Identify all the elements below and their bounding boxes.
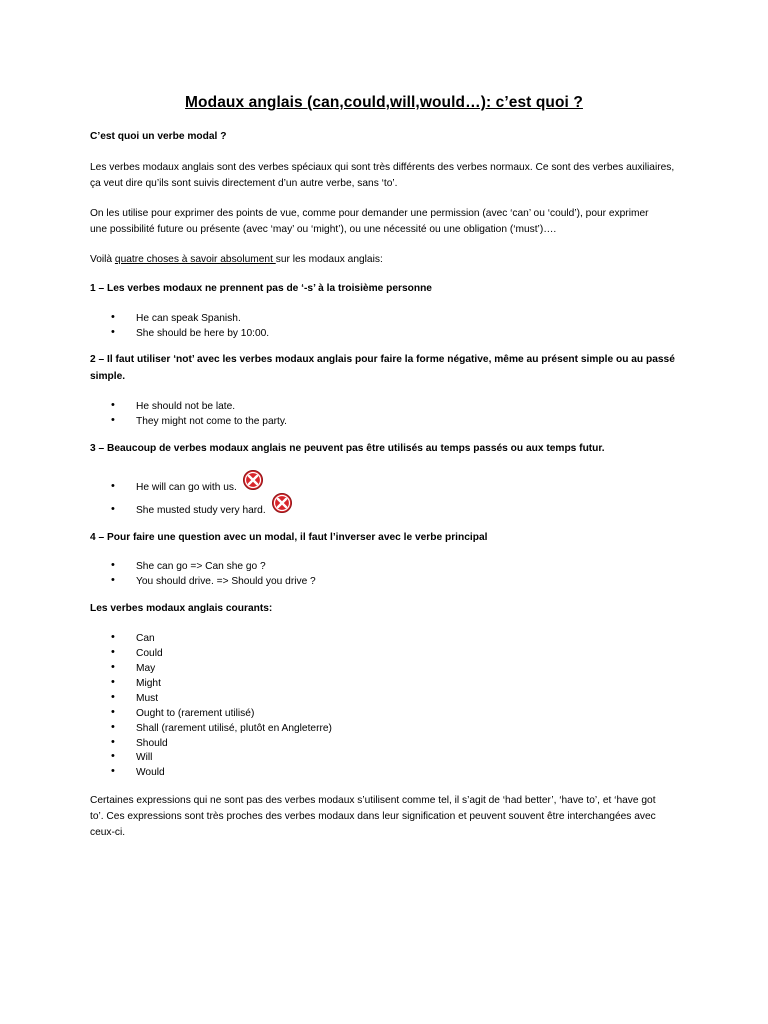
modal-list-item: May	[136, 663, 156, 674]
intro-paragraph-1-line-2: ça veut dire qu’ils sont suivis directement d’un autre verbe, sans ‘to’.	[90, 178, 398, 189]
wrong-x-icon	[271, 492, 293, 514]
bullet: •	[111, 706, 115, 718]
bullet: •	[111, 750, 115, 762]
bullet: •	[111, 676, 115, 688]
bullet: •	[111, 765, 115, 777]
bullet: •	[111, 691, 115, 703]
rule-3-heading: 3 – Beaucoup de verbes modaux anglais ne peuvent pas être utilisés au temps passés ou aux temps futur.	[90, 443, 605, 454]
modal-list-item: Should	[136, 738, 168, 749]
bullet: •	[111, 721, 115, 733]
bullet: •	[111, 399, 115, 411]
rule-3-example-2: She musted study very hard.	[136, 505, 266, 516]
rule-2-example-1: He should not be late.	[136, 401, 236, 412]
modal-list-item: Could	[136, 648, 163, 659]
closing-paragraph-line-3: ceux-ci.	[90, 827, 126, 838]
modal-list-item: Ought to (rarement utilisé)	[136, 708, 255, 719]
voila-pre: Voilà	[90, 254, 115, 265]
bullet: •	[111, 503, 115, 515]
bullet: •	[111, 480, 115, 492]
bullet: •	[111, 661, 115, 673]
bullet: •	[111, 631, 115, 643]
bullet: •	[111, 326, 115, 338]
rule-4-example-2: You should drive. => Should you drive ?	[136, 576, 316, 587]
closing-paragraph-line-1: Certaines expressions qui ne sont pas des verbes modaux s’utilisent comme tel, il s’agit de ‘had better’, ‘have to’, et ‘have got	[90, 795, 656, 806]
modal-list-item: Must	[136, 693, 159, 704]
rule-4-heading: 4 – Pour faire une question avec un modal, il faut l’inverser avec le verbe principal	[90, 532, 488, 543]
voila-line	[90, 252, 383, 268]
rule-3-example-1: He will can go with us.	[136, 482, 237, 493]
rule-1-heading: 1 – Les verbes modaux ne prennent pas de ‘-s’ à la troisième personne	[90, 283, 432, 294]
closing-paragraph-line-2: to’. Ces expressions sont très proches des verbes modaux dans leur signification et peuvent souvent être interchangées avec	[90, 811, 656, 822]
modal-list-item: Would	[136, 767, 165, 778]
bullet: •	[111, 736, 115, 748]
rule-2-heading-line-2: simple.	[90, 371, 126, 382]
bullet: •	[111, 646, 115, 658]
bullet: •	[111, 559, 115, 571]
rule-1-example-2: She should be here by 10:00.	[136, 328, 270, 339]
rule-1-example-1: He can speak Spanish.	[136, 313, 241, 324]
voila-post: sur les modaux anglais:	[275, 254, 383, 265]
rule-4-example-1: She can go => Can she go ?	[136, 561, 266, 572]
rule-2-heading-line-1: 2 – Il faut utiliser ‘not’ avec les verbes modaux anglais pour faire la forme négative, même au présent simple ou au passé	[90, 354, 675, 365]
question-heading: C’est quoi un verbe modal ?	[90, 131, 227, 142]
modal-list-item: Can	[136, 633, 155, 644]
voila-underlined: quatre choses à savoir absolument	[114, 254, 276, 265]
bullet: •	[111, 311, 115, 323]
page-title: Modaux anglais (can,could,will,would…): c’est quoi ?	[185, 94, 583, 111]
bullet: •	[111, 574, 115, 586]
intro-paragraph-2-line-2: une possibilité future ou présente (avec ‘may’ ou ‘might’), ou une nécessité ou une obligation (‘must’)….	[90, 224, 557, 235]
rule-2-example-2: They might not come to the party.	[136, 416, 287, 427]
intro-paragraph-2-line-1: On les utilise pour exprimer des points de vue, comme pour demander une permission (avec ‘can’ ou ‘could’), pour exprimer	[90, 208, 649, 219]
intro-paragraph-1-line-1: Les verbes modaux anglais sont des verbes spéciaux qui sont très différents des verbes normaux. Ce sont des verbes auxiliaires,	[90, 162, 675, 173]
modal-list-item: Shall (rarement utilisé, plutôt en Angleterre)	[136, 723, 332, 734]
wrong-x-icon	[242, 469, 264, 491]
modal-list-item: Might	[136, 678, 161, 689]
bullet: •	[111, 414, 115, 426]
modal-list-item: Will	[136, 752, 153, 763]
common-modals-heading: Les verbes modaux anglais courants:	[90, 603, 273, 614]
